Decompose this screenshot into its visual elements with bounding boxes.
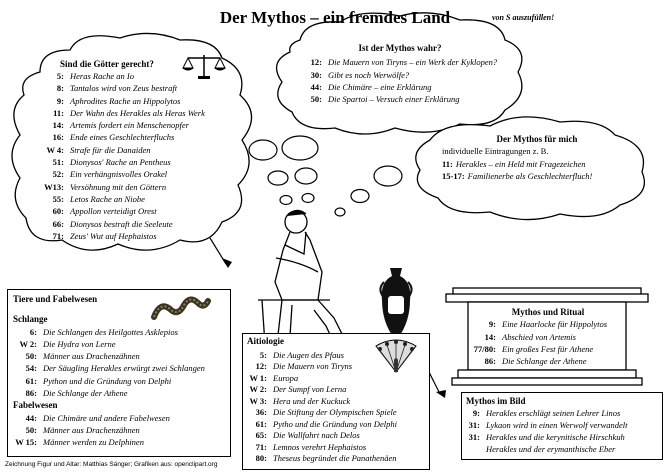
list-item: 11: Herakles – ein Held mit Fragezeichen xyxy=(442,158,586,169)
list-item: 15-17: Familienerbe als Geschlechterfluch! xyxy=(442,170,593,181)
wahr-heading: Ist der Mythos wahr? xyxy=(358,43,442,53)
bild-heading: Mythos im Bild xyxy=(466,396,526,406)
list-item: 14: Artemis fordert ein Menschenopfer xyxy=(52,120,189,131)
list-item: 86: Die Schlange der Athene xyxy=(484,356,587,367)
list-item: 5: Heras Rache an Io xyxy=(56,71,134,81)
list-item: 55: Letos Rache an Niobe xyxy=(52,193,145,204)
list-item: 61: Python und die Gründung von Delphi xyxy=(25,375,172,386)
list-item: W 2: Der Sumpf von Lerna xyxy=(249,384,347,394)
list-item: 65: Die Wallfahrt nach Delos xyxy=(255,430,360,440)
fuermich-heading: Der Mythos für mich xyxy=(496,134,578,144)
peacock-icon xyxy=(372,336,420,374)
list-item: 36: Die Stiftung der Olympischen Spiele xyxy=(255,407,397,417)
page-subtitle: von S auszufüllen! xyxy=(492,13,555,22)
fabel-heading: Fabelwesen xyxy=(13,400,58,411)
page-title: Der Mythos – ein fremdes Land xyxy=(219,8,451,27)
list-item: W 15: Männer werden zu Delphinen xyxy=(15,437,144,448)
fabelwesen-heading: Tiere und Fabelwesen xyxy=(13,294,98,304)
amphora-icon xyxy=(380,268,411,342)
list-item: W 3: Hera und der Kuckuck xyxy=(249,395,351,406)
list-item: 14: Abschied von Artemis xyxy=(484,331,576,342)
list-item: 6: Die Schlangen des Heilgottes Asklepios xyxy=(29,326,178,337)
list-item: 66: Dionysos bestraft die Seeleute xyxy=(52,218,173,229)
list-item: 80: Theseus begründet die Panathenäen xyxy=(255,453,397,463)
goetter-list xyxy=(34,70,205,242)
list-item: W 2: Die Hydra von Lerne xyxy=(19,338,116,349)
footer-credit: Zeichnung Figur und Altar: Matthias Sänger; Grafiken aus: openclipart.org xyxy=(5,461,218,468)
list-item: 44: Die Chimäre und andere Fabelwesen xyxy=(25,412,170,423)
list-item: 9: Aphrodites Rache an Hippolytos xyxy=(56,95,181,106)
list-item: 71: Zeus' Wut auf Hephaistos xyxy=(52,230,157,241)
list-item: 52: Ein verhängnisvolles Orakel xyxy=(52,169,168,180)
list-item: 44: Die Chimäre – eine Erklärung xyxy=(310,81,432,92)
list-item: 31: Herakles und die kerynitische Hirschkuh xyxy=(468,432,625,442)
list-item: 30: Gibt es noch Werwölfe? xyxy=(310,69,410,80)
list-item: 54: Der Säugling Herakles erwürgt zwei Schlangen xyxy=(25,363,205,374)
list-item: 9: Herakles erschlägt seinen Lehrer Linos xyxy=(472,408,621,418)
list-item: 12: Die Mauern von Tiryns xyxy=(255,361,353,371)
list-item: 77/80: Ein großes Fest für Athene xyxy=(473,343,594,354)
list-item: 5: Die Augen des Pfaus xyxy=(259,349,344,360)
fuermich-section xyxy=(442,133,632,182)
list-item: W 4: Strafe für die Danaiden xyxy=(46,144,151,155)
thinking-figure-icon xyxy=(258,210,348,346)
list-item: 12: Die Mauern von Tiryns – ein Werk der Kyklopen? xyxy=(310,57,498,68)
list-item: W13: Versöhnung mit den Göttern xyxy=(44,181,167,192)
bild-box xyxy=(461,392,663,460)
list-item: 11: Der Wahn des Herakles als Heras Werk xyxy=(53,107,205,118)
ritual-section xyxy=(472,306,624,367)
fuermich-intro: individuelle Eintragungen z. B. xyxy=(442,146,549,157)
list-item: Herakles und der erymanthische Eber xyxy=(486,444,616,454)
list-item: 61: Pytho und die Gründung von Delphi xyxy=(255,418,397,429)
list-item: 50: Die Spartoi – Versuch einer Erklärung xyxy=(310,94,460,105)
snake-icon xyxy=(150,293,212,323)
wahr-section xyxy=(300,42,500,105)
list-item: 9: Eine Haarlocke für Hippolytos xyxy=(488,319,608,330)
ritual-heading: Mythos und Ritual xyxy=(511,307,585,317)
aitiologie-heading: Aitiologie xyxy=(247,336,284,346)
list-item: 86: Die Schlange der Athene xyxy=(25,388,128,399)
schlange-heading: Schlange xyxy=(13,314,48,325)
list-item: 8: Tantalos wird von Zeus bestraft xyxy=(56,83,178,94)
list-item: W 1: Europa xyxy=(249,372,299,383)
list-item: 50: Männer aus Drachenzähnen xyxy=(25,424,140,435)
list-item: 71: Lemnos verehrt Hephaistos xyxy=(255,441,367,452)
list-item: 31: Lykaon wird in einen Werwolf verwandelt xyxy=(468,420,628,430)
list-item: 60: Appollon verteidigt Orest xyxy=(52,206,157,217)
list-item: 51: Dionysos' Rache an Pentheus xyxy=(52,157,171,168)
goetter-heading: Sind die Götter gerecht? xyxy=(60,59,154,69)
list-item: 50: Männer aus Drachenzähnen xyxy=(25,351,140,362)
list-item: 16: Ende eines Geschlechterfluchs xyxy=(52,132,175,143)
